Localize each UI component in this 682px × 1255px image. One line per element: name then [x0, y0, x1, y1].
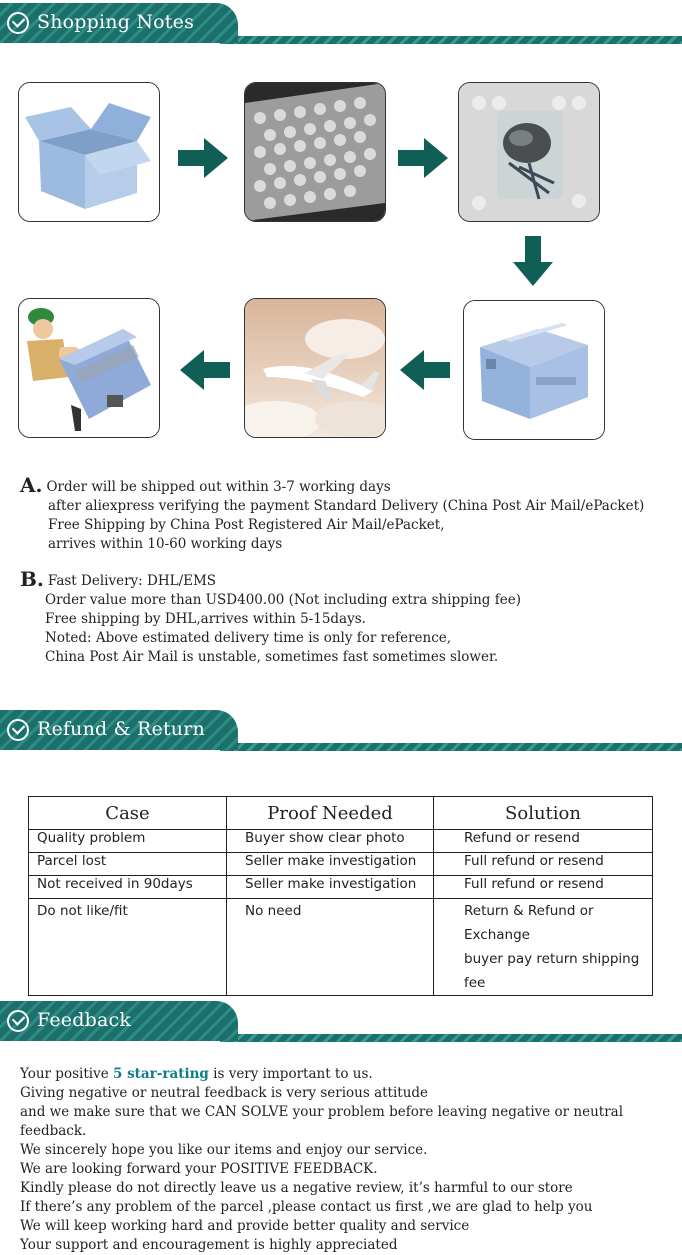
check-circle-icon: [7, 12, 29, 34]
refund-return-banner: [0, 710, 682, 754]
text-line: arrives within 10-60 working days: [48, 536, 283, 552]
shipping-option-a: [20, 473, 645, 554]
shipping-option-b: [20, 567, 521, 667]
section-title: Feedback: [37, 1009, 132, 1031]
airplane-image: [244, 298, 386, 438]
table-cell: Buyer show clear photo: [227, 830, 434, 853]
column-header: Case: [29, 797, 227, 830]
table-row: [29, 876, 653, 899]
text-line: China Post Air Mail is unstable, sometimes fast sometimes slower.: [45, 649, 499, 665]
table-cell: Full refund or resend: [434, 853, 653, 876]
sealed-box-image: [463, 300, 605, 440]
courier-delivery-image: [18, 298, 160, 438]
arrow-left-icon: [398, 350, 450, 390]
table-row: [29, 899, 653, 996]
table-cell: Seller make investigation: [227, 876, 434, 899]
feedback-banner: [0, 1001, 682, 1045]
table-header-row: [29, 797, 653, 830]
feedback-line: and we make sure that we CAN SOLVE your problem before leaving negative or neutral feedback.: [20, 1104, 624, 1139]
table-cell: No need: [227, 899, 434, 996]
table-cell: Not received in 90days: [29, 876, 227, 899]
text-line: Free Shipping by China Post Registered Air Mail/ePacket,: [48, 517, 445, 533]
empty-carton-image: [18, 82, 160, 222]
table-cell: Quality problem: [29, 830, 227, 853]
wrapped-item-image: [458, 82, 600, 222]
column-header: Solution: [434, 797, 653, 830]
section-title: Refund & Return: [37, 718, 205, 740]
text-line: Order will be shipped out within 3-7 working days: [46, 479, 391, 495]
bubble-wrap-image: [244, 82, 386, 222]
check-circle-icon: [7, 719, 29, 741]
feedback-text-post: is very important to us.: [213, 1066, 373, 1082]
solution-line: Return & Refund or Exchange: [464, 903, 594, 943]
column-header: Proof Needed: [227, 797, 434, 830]
feedback-line: If there’s any problem of the parcel ,please contact us first ,we are glad to help you: [20, 1199, 593, 1215]
table-cell: Full refund or resend: [434, 876, 653, 899]
table-cell: Do not like/fit: [29, 899, 227, 996]
text-line: after aliexpress verifying the payment Standard Delivery (China Post Air Mail/ePacket): [48, 498, 645, 514]
solution-line: buyer pay return shipping fee: [464, 951, 640, 991]
feedback-line: We will keep working hard and provide better quality and service: [20, 1218, 470, 1234]
text-line: Noted: Above estimated delivery time is only for reference,: [45, 630, 452, 646]
option-letter: A.: [20, 473, 43, 497]
banner-stripe: [220, 1034, 682, 1042]
shopping-notes-banner: [0, 3, 682, 47]
arrow-left-icon: [178, 350, 230, 390]
arrow-down-icon: [513, 236, 553, 288]
table-cell: Refund or resend: [434, 830, 653, 853]
check-circle-icon: [7, 1010, 29, 1032]
banner-stripe: [220, 743, 682, 751]
table-cell: [434, 899, 653, 996]
section-title: Shopping Notes: [37, 11, 195, 33]
feedback-text-pre: Your positive: [20, 1066, 109, 1082]
arrow-right-icon: [178, 138, 230, 178]
text-line: Fast Delivery: DHL/EMS: [47, 573, 217, 589]
feedback-line: [20, 1065, 682, 1084]
refund-table: [28, 796, 653, 996]
table-row: [29, 830, 653, 853]
table-cell: Seller make investigation: [227, 853, 434, 876]
feedback-line: Giving negative or neutral feedback is very serious attitude: [20, 1085, 429, 1101]
arrow-right-icon: [398, 138, 450, 178]
banner-stripe: [220, 36, 682, 44]
star-rating-highlight: 5 star-rating: [112, 1066, 209, 1082]
option-letter: B.: [20, 567, 44, 591]
feedback-line: Your support and encouragement is highly appreciated: [20, 1237, 398, 1253]
table-cell: Parcel lost: [29, 853, 227, 876]
feedback-line: We sincerely hope you like our items and enjoy our service.: [20, 1142, 428, 1158]
text-line: Order value more than USD400.00 (Not including extra shipping fee): [45, 592, 521, 608]
feedback-line: We are looking forward your POSITIVE FEEDBACK.: [20, 1161, 378, 1177]
text-line: Free shipping by DHL,arrives within 5-15days.: [45, 611, 366, 627]
feedback-text: [20, 1065, 682, 1255]
table-row: [29, 853, 653, 876]
feedback-line: Kindly please do not directly leave us a negative review, it’s harmful to our store: [20, 1180, 573, 1196]
